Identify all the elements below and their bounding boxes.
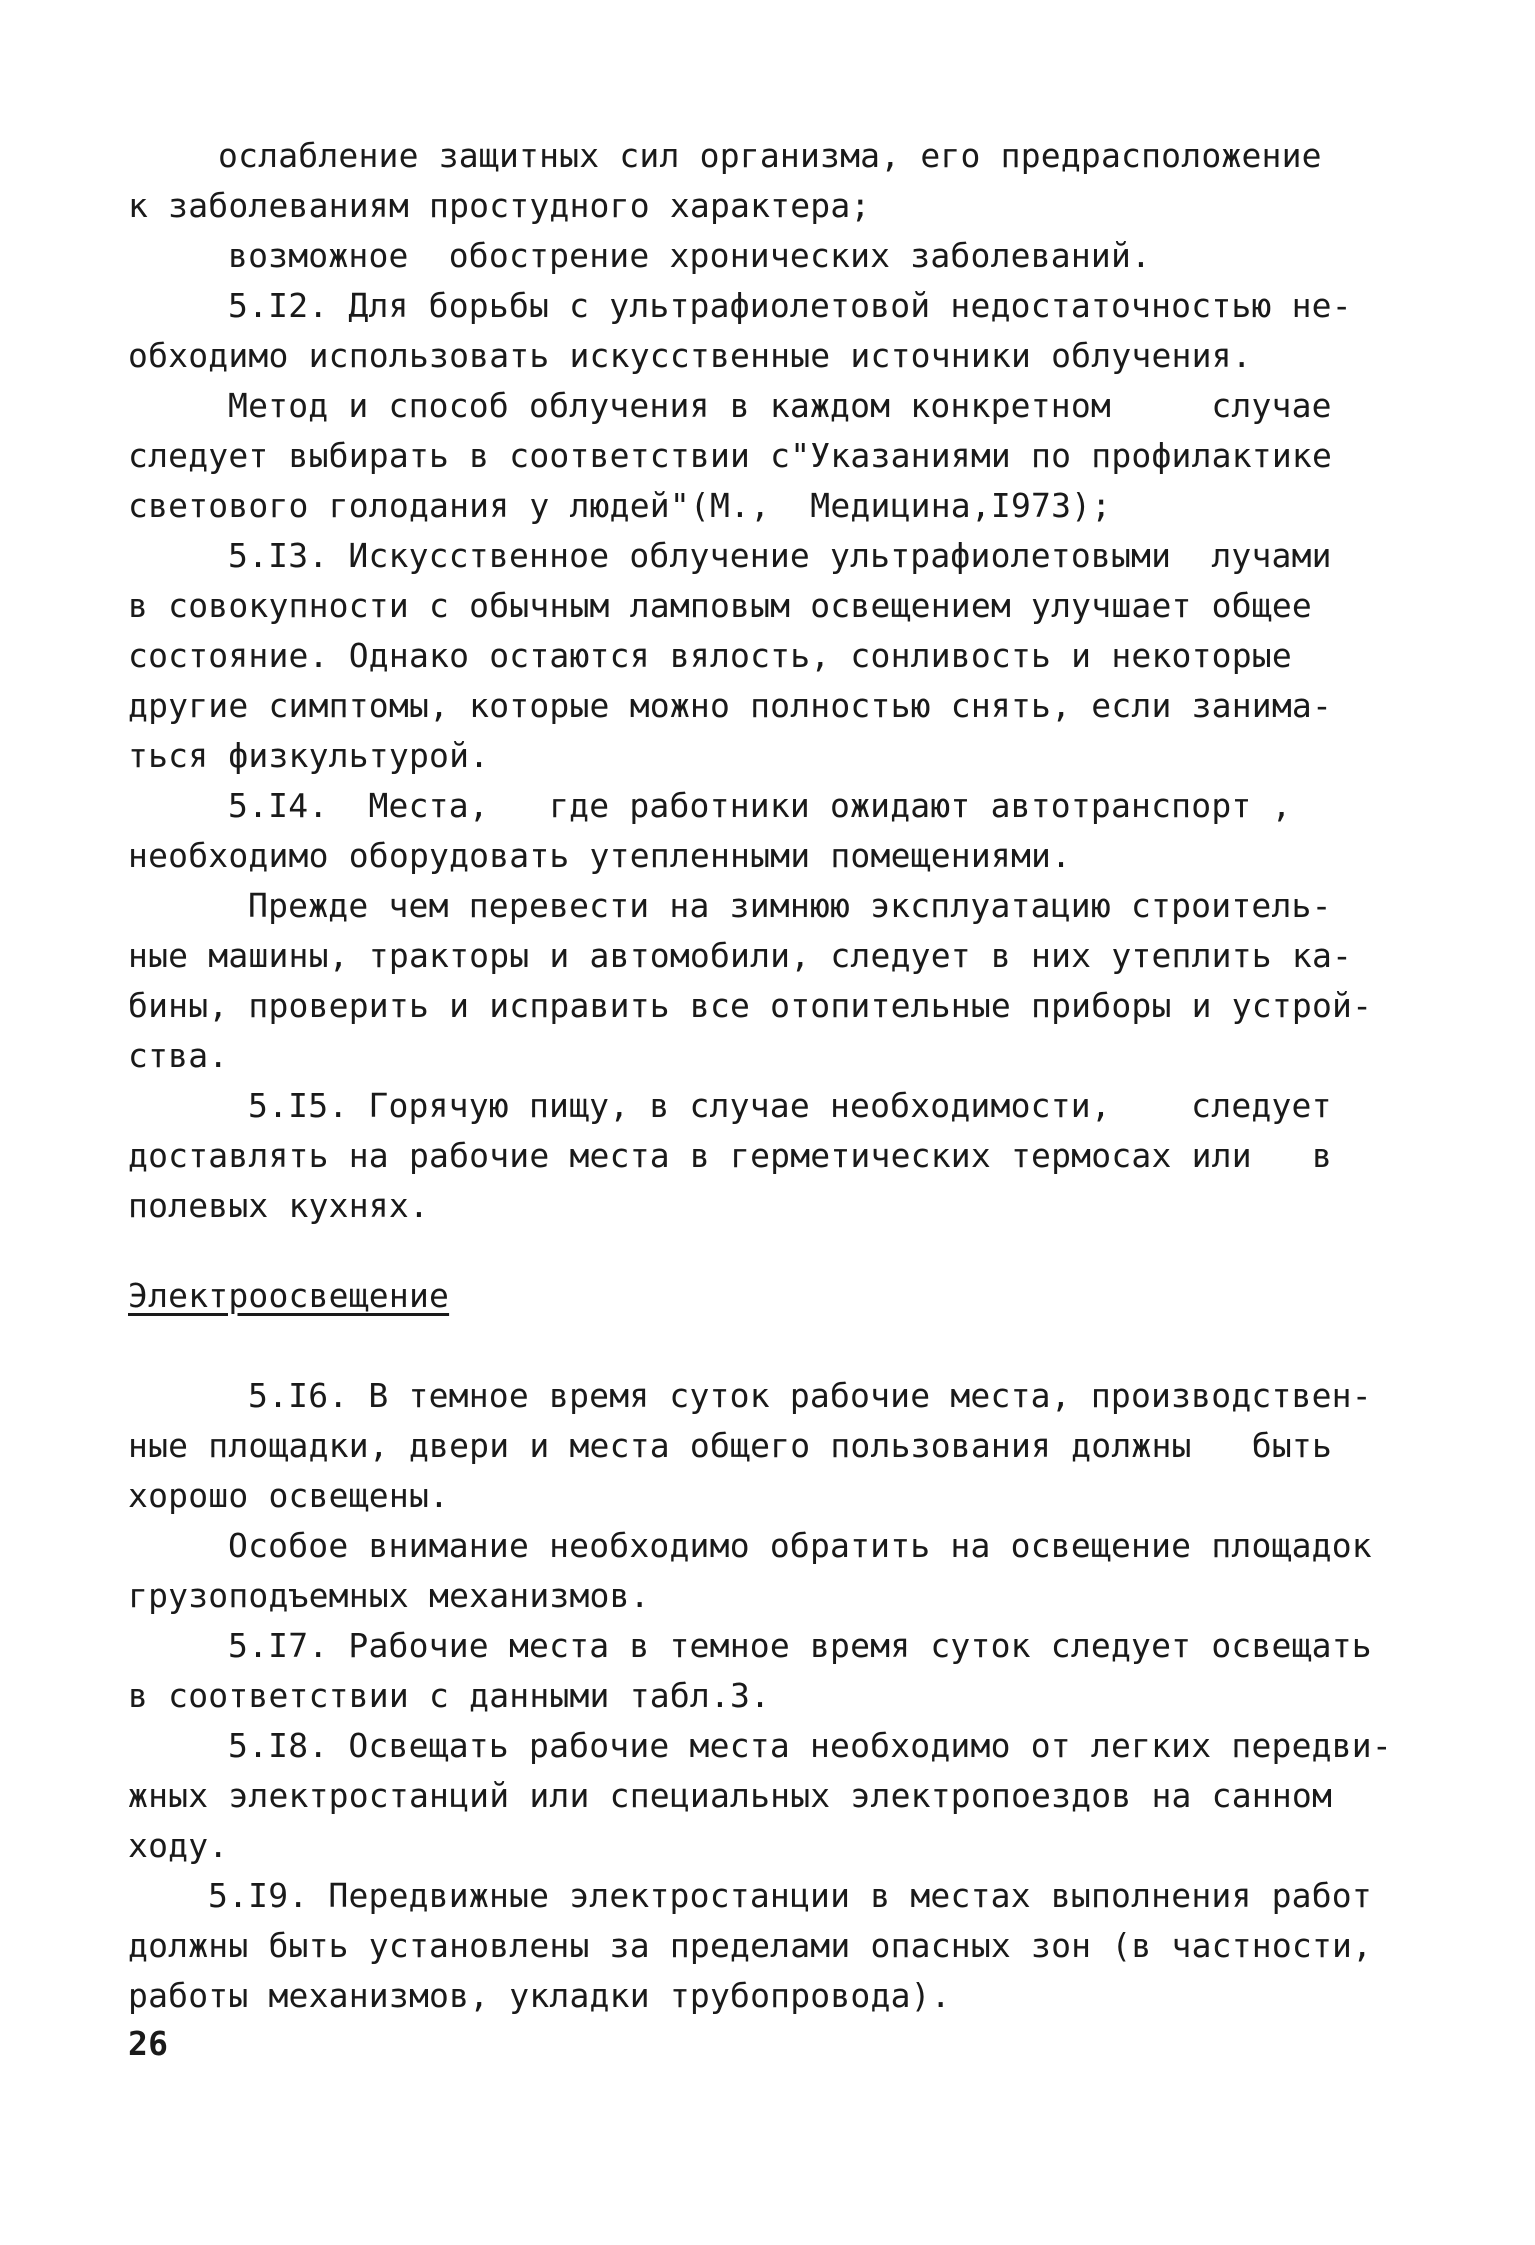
text-line: в соответствии с данными табл.3. — [128, 1676, 771, 1715]
text-line: работы механизмов, укладки трубопровода). — [128, 1976, 951, 2015]
text-line: ные машины, тракторы и автомобили, следует в них утеплить ка- — [128, 936, 1353, 975]
text-line: ные площадки, двери и места общего пользования должны быть — [128, 1426, 1333, 1465]
page-number: 26 — [128, 2024, 169, 2063]
text-line: другие симптомы, которые можно полностью снять, если занима- — [128, 686, 1333, 725]
text-line: обходимо использовать искусственные источники облучения. — [128, 336, 1252, 375]
text-line: ства. — [128, 1036, 229, 1075]
text-line: необходимо оборудовать утепленными помещениями. — [128, 836, 1072, 875]
text-line: жных электростанций или специальных электропоездов на санном — [128, 1776, 1333, 1815]
text-line: в совокупности с обычным ламповым освещением улучшает общее — [128, 586, 1312, 625]
paragraph-5-15: 5.I5. Горячую пищу, в случае необходимости, следует — [248, 1086, 1332, 1125]
text-line: доставлять на рабочие места в герметических термосах или в — [128, 1136, 1333, 1175]
text-line: светового голодания у людей"(М., Медицина,I973); — [128, 486, 1112, 525]
section-heading: Электроосвещение — [128, 1276, 450, 1315]
paragraph-5-12: 5.I2. Для борьбы с ультрафиолетовой недостаточностью не- — [228, 286, 1352, 325]
text-line: Особое внимание необходимо обратить на освещение площадок — [228, 1526, 1372, 1565]
text-line: ться физкультурой. — [128, 736, 490, 775]
paragraph-5-16: 5.I6. В темное время суток рабочие места, производствен- — [248, 1376, 1372, 1415]
text-line: к заболеваниям простудного характера; — [128, 186, 871, 225]
text-line: хорошо освещены. — [128, 1476, 450, 1515]
text-line: Прежде чем перевести на зимнюю эксплуатацию строитель- — [248, 886, 1332, 925]
text-line: должны быть установлены за пределами опасных зон (в частности, — [128, 1926, 1373, 1965]
paragraph-5-14: 5.I4. Места, где работники ожидают автотранспорт , — [228, 786, 1292, 825]
text-line: полевых кухнях. — [128, 1186, 430, 1225]
text-line: возможное обострение хронических заболеваний. — [228, 236, 1152, 275]
paragraph-5-19: 5.I9. Передвижные электростанции в местах выполнения работ — [208, 1876, 1372, 1915]
text-line: Метод и способ облучения в каждом конкретном случае — [228, 386, 1332, 425]
text-line: ходу. — [128, 1826, 229, 1865]
text-line: следует выбирать в соответствии с"Указаниями по профилактике — [128, 436, 1333, 475]
paragraph-5-18: 5.I8. Освещать рабочие места необходимо от легких передви- — [228, 1726, 1392, 1765]
text-line: ослабление защитных сил организма, его предрасположение — [218, 136, 1322, 175]
text-line: грузоподъемных механизмов. — [128, 1576, 650, 1615]
paragraph-5-13: 5.I3. Искусственное облучение ультрафиолетовыми лучами — [228, 536, 1332, 575]
text-line: состояние. Однако остаются вялость, сонливость и некоторые — [128, 636, 1292, 675]
text-line: бины, проверить и исправить все отопительные приборы и устрой- — [128, 986, 1373, 1025]
paragraph-5-17: 5.I7. Рабочие места в темное время суток следует освещать — [228, 1626, 1372, 1665]
